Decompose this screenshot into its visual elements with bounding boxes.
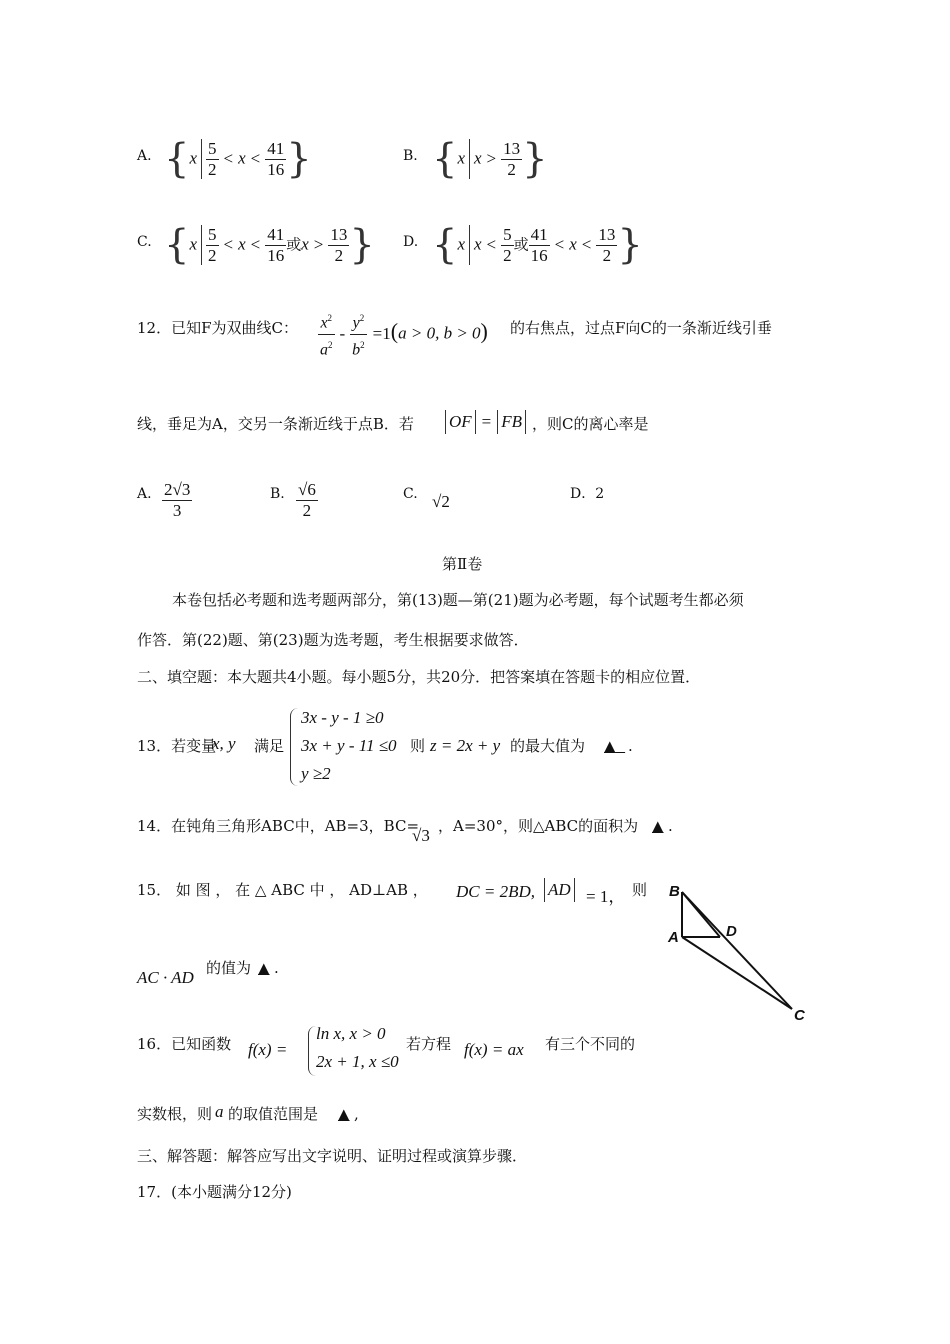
q13-constraint-3: y ≥2 [301,764,331,783]
q17-header: 17．(本小题满分12分) [137,1183,292,1201]
answer-section-header: 三、解答题：解答应写出文字说明、证明过程或演算步骤． [137,1147,528,1165]
q13-prefix: 13．若变量 [137,737,217,755]
vertex-c-label: C [794,1007,805,1024]
q13-vars: x, y [212,734,236,753]
q12-option-c-label: C. [403,486,418,502]
vertex-b-label: B [669,883,680,900]
q13-answer-blank: ▲ [604,737,616,755]
q12-line2-suffix: ，则C的离心率是 [532,415,649,433]
q11-option-b-set: {x x > $\frac{13}{2}$ } [432,136,548,182]
q11-option-d-set: {x x < $\frac{5}{2}$ 或 $\frac{41}{16}$ < x < $\frac{13}{2}$ } [432,222,643,268]
q15-abs-ad: AD [544,878,575,902]
segment-bc [682,892,792,1009]
section2-title: 第Ⅱ卷 [442,555,483,573]
section2-intro-line2: 作答．第(22)题、第(23)题为选考题，考生根据要求做答． [137,631,529,649]
q14-end: . [668,817,673,835]
frac-41-16: $\frac{41}{16}$ [267,138,285,179]
q12-suffix: 的右焦点，过点F向C的一条渐近线引垂 [510,319,772,337]
q11-option-b-label: B. [403,148,418,164]
q16-suffix: 有三个不同的 [545,1035,636,1053]
q12-abs-equality: OF = FB [445,410,526,434]
q11-option-a-set: {x $\frac{5}{2}$ < x < $\frac{41}{16}$ } [164,136,312,182]
q12-option-b-label: B. [270,486,285,502]
q13-end: . [628,737,633,755]
q14-sqrt3: √3 [412,826,430,845]
q15-vector-product: AC · AD [137,968,194,987]
q16-equation: f(x) = ax [464,1040,524,1059]
q16-piecewise-brace [308,1026,316,1076]
q15-end: . [274,959,279,977]
q11-option-c-label: C. [137,234,152,250]
section2-intro-line1: 本卷包括必考题和选考题两部分，第(13)题—第(21)题为必考题，每个试题考生都必须 [172,591,744,609]
fill-in-header: 二、填空题：本大题共4小题。每小题5分，共20分．把答案填在答题卡的相应位置． [137,668,701,686]
q12-option-b-value: $\frac{√6}{2}$ [298,480,316,520]
q16-param-a: a [215,1102,224,1121]
q16-line2-prefix: 实数根，则 [137,1105,213,1123]
q13-system-brace [290,708,299,786]
q13-suffix: 的最大值为 [510,737,586,755]
q15-equation: DC = 2BD, [456,882,535,901]
q16-case-2: 2x + 1, x ≤0 [316,1052,399,1071]
point-d-label: D [726,923,737,940]
segment-ac [682,937,792,1009]
q13-then: 则 [410,737,426,755]
q15-triangle-figure [660,876,820,1026]
q16-end: , [354,1105,359,1123]
q16-line2-suffix: 的取值范围是 [228,1105,319,1123]
q15-then: 则 [632,881,648,899]
q11-option-a-label: A. [137,148,152,164]
q13-constraint-1: 3x - y - 1 ≥0 [301,708,384,727]
q13-constraint-2: 3x + y - 11 ≤0 [301,736,397,755]
q12-prefix: 12．已知F为双曲线C： [137,319,298,337]
q12-line2-prefix: 线，垂足为A，交另一条渐近线于点B．若 [137,415,414,433]
q12-option-d: D．2 [570,486,605,502]
q14-prefix: 14．在钝角三角形ABC中，AB=3，BC= [137,817,420,835]
q16-if: 若方程 [406,1035,452,1053]
q13-mid: 满足 [254,737,285,755]
q16-prefix: 16．已知函数 [137,1035,232,1053]
q15-line2-suffix: 的值为 [206,959,252,977]
q12-option-a-value: $\frac{2√3}{3}$ [164,480,191,520]
q12-hyperbola-equation: $\frac{x^2}{a^2}$ - $\frac{y^2}{b^2}$ =1(a > 0, b > 0) [318,308,488,360]
q14-answer-blank: ▲ [652,817,664,835]
q11-option-c-set: {x $\frac{5}{2}$ < x < $\frac{41}{16}$ 或x > $\frac{13}{2}$ } [164,222,375,268]
q11-option-d-label: D. [403,234,419,250]
frac-5-2: $\frac{5}{2}$ [208,138,217,179]
q14-suffix: ，A=30°，则△ABC的面积为 [438,817,639,835]
q13-objective: z = 2x + y [430,736,501,755]
q16-fx: f(x) = [248,1040,288,1059]
q12-option-c-value: √2 [432,492,450,511]
q16-case-1: ln x, x > 0 [316,1024,386,1043]
q16-answer-blank: ▲ [338,1105,350,1123]
q15-eq-end: = 1， [586,887,626,906]
q12-option-a-label: A. [137,486,152,502]
q15-prefix: 15． 如 图 ， 在 △ ABC 中 ， AD⊥AB ， [137,881,428,899]
q15-answer-blank: ▲ [258,959,270,977]
vertex-a-label: A [668,929,679,946]
